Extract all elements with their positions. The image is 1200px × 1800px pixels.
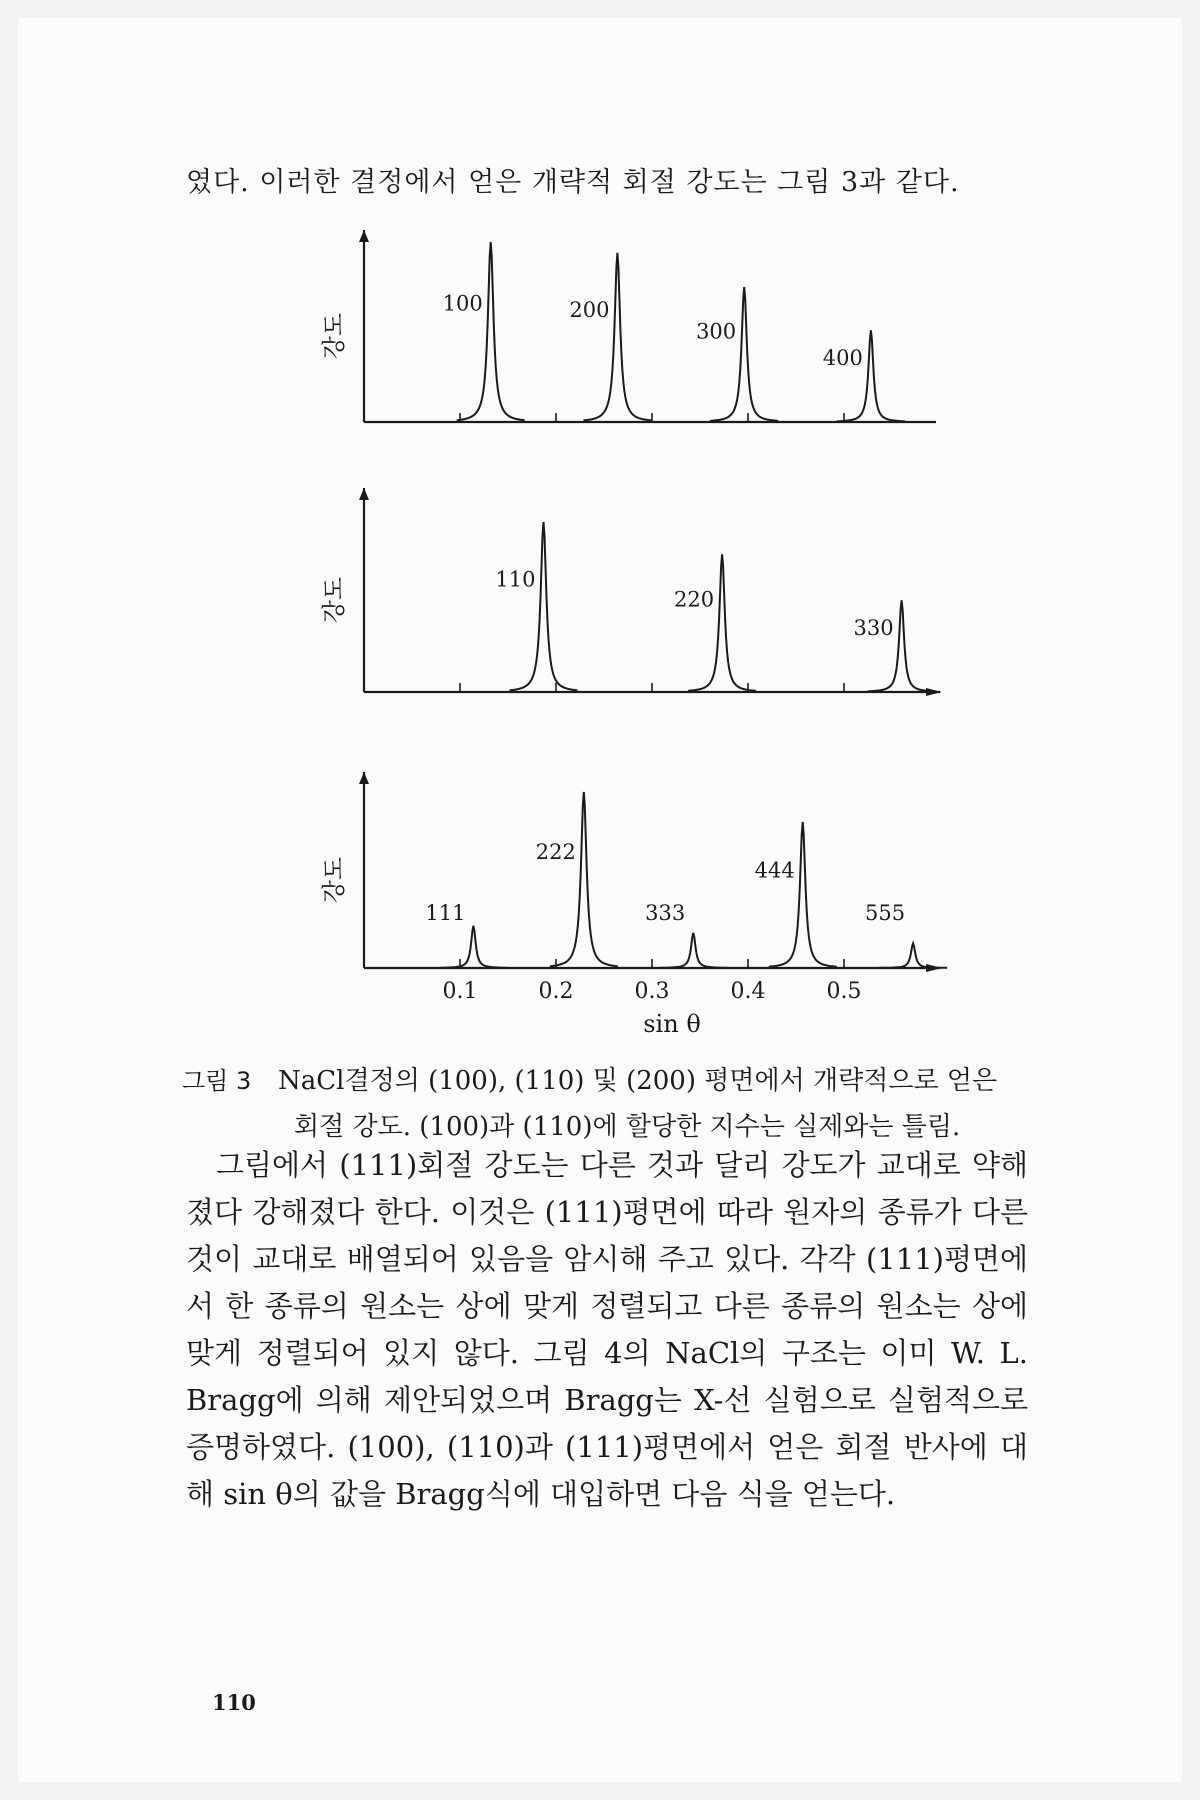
peak-label-110: 110 — [495, 567, 536, 592]
peak-label-111: 111 — [425, 901, 466, 925]
peak-label-300: 300 — [696, 319, 737, 344]
peak-label-400: 400 — [822, 346, 863, 371]
peak-label-220: 220 — [673, 587, 715, 612]
peak-label-200: 200 — [569, 298, 610, 323]
peak-label-100: 100 — [442, 291, 483, 316]
peak-444 — [769, 822, 837, 967]
peak-110 — [510, 522, 578, 690]
peak-555 — [879, 943, 947, 968]
caption-line-2: 회절 강도. (100)과 (110)에 할당한 지수는 실제와는 틀림. — [294, 1112, 961, 1142]
page-number: 110 — [212, 1690, 256, 1715]
peak-label-555: 555 — [865, 901, 906, 925]
x-tick-label: 0.1 — [442, 979, 478, 1004]
peak-300 — [710, 287, 778, 421]
x-tick-label: 0.4 — [730, 979, 766, 1004]
peak-220 — [688, 554, 756, 691]
chart-panel-3 — [320, 772, 947, 1038]
figure-caption — [182, 1058, 1042, 1150]
body-paragraph: 그림에서 (111)회절 강도는 다른 것과 달리 강도가 교대로 약해졌다 강해졌다 한다. 이것은 (111)평면에 따라 원자의 종류가 다른 것이 교대로 배열되어 있음을 암시해 주고 있다. 각각 (111)평면에서 한 종류의 원소는 상에 맞게 정렬되고 다른 종류의 원소는 상에 맞게 정렬되어 있지 않다. 그림 4의 NaCl의 구조는 이미 W. L. Bragg에 의해 제안되었으며 Bragg는 X-선 실험으로 실험적으로 증명하였다. (100), (110)과 (111)평면에서 얻은 회절 반사에 대해 sin θ의 값을 Bragg식에 대입하면 다음 식을 얻는다. — [186, 1148, 1028, 1511]
peak-330 — [868, 600, 936, 691]
peak-label-330: 330 — [853, 616, 894, 641]
body-text — [186, 1142, 1028, 1518]
peak-400 — [837, 330, 905, 421]
peak-200 — [583, 253, 651, 421]
peak-label-222: 222 — [535, 839, 576, 864]
peak-label-333: 333 — [645, 901, 686, 925]
caption-line-1: NaCl결정의 (100), (110) 및 (200) 평면에서 개략적으로 얻은 — [278, 1066, 998, 1096]
chart-panel-1 — [320, 230, 936, 422]
x-tick-label: 0.5 — [826, 979, 862, 1004]
peak-222 — [550, 792, 618, 966]
y-axis-label: 강도 — [320, 856, 348, 904]
y-axis-label: 강도 — [320, 312, 348, 360]
chart-panel-2 — [320, 488, 942, 696]
x-tick-label: 0.2 — [538, 979, 574, 1004]
y-axis-arrow-icon — [359, 488, 369, 500]
peak-333 — [659, 933, 727, 968]
x-axis-label: sin θ — [643, 1010, 701, 1038]
y-axis-label: 강도 — [320, 576, 348, 624]
peak-100 — [457, 242, 525, 420]
peak-111 — [439, 926, 507, 968]
intro-text: 였다. 이러한 결정에서 얻은 개략적 회절 강도는 그림 3과 같다. — [186, 167, 960, 198]
y-axis-arrow-icon — [359, 230, 369, 242]
y-axis-arrow-icon — [359, 772, 369, 784]
caption-label: 그림 3 — [182, 1067, 252, 1095]
peak-label-444: 444 — [754, 858, 795, 883]
x-tick-label: 0.3 — [634, 979, 670, 1004]
